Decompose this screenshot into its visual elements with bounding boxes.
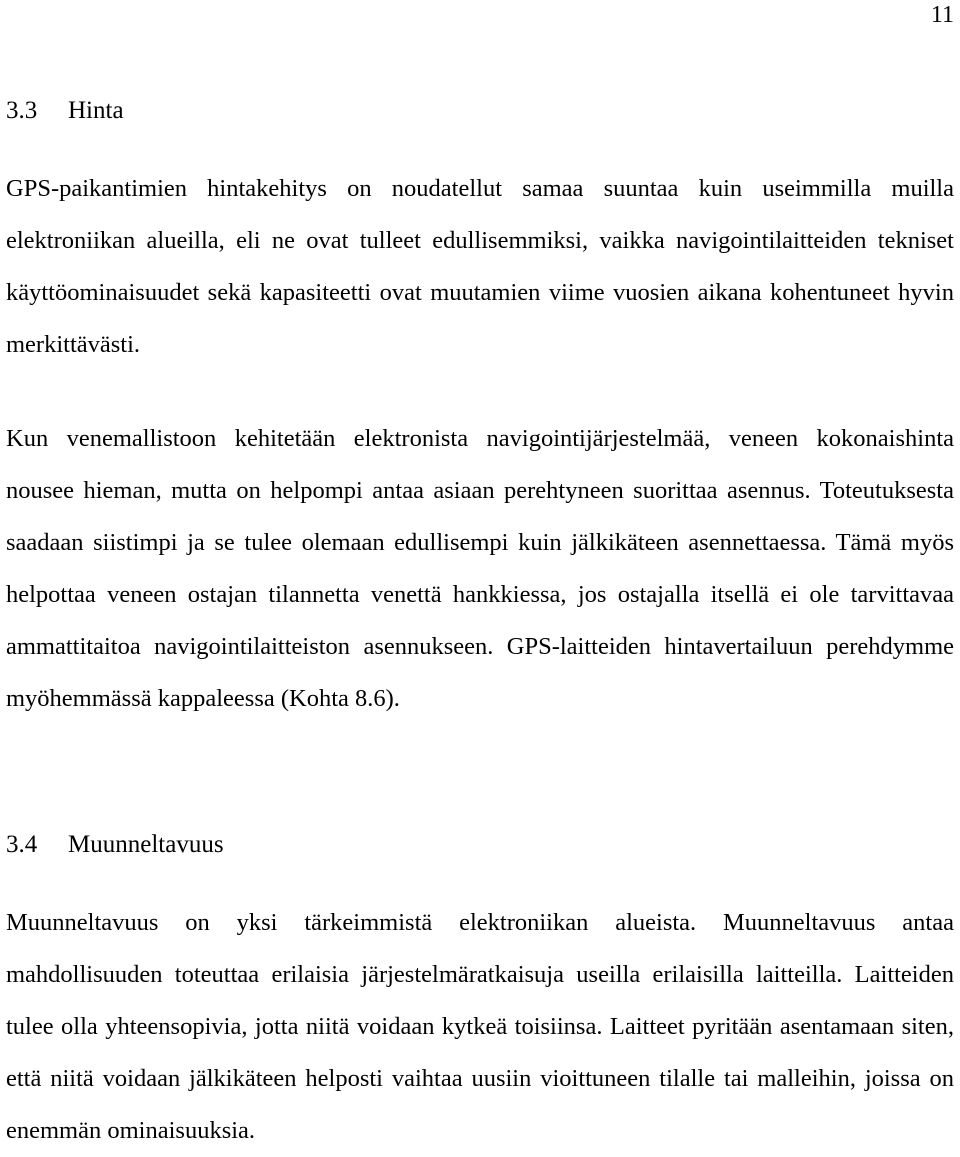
section-heading-3-4 xyxy=(6,830,224,860)
section-title: Muunneltavuus xyxy=(68,831,224,858)
section-number: 3.4 xyxy=(6,831,38,858)
section-heading-3-3 xyxy=(6,96,124,126)
page-number: 11 xyxy=(930,2,954,28)
paragraph-modifiability: Muunneltavuus on yksi tärkeimmistä elektroniikan alueista. Muunneltavuus antaa mahdollisuuden toteuttaa erilaisia järjestelmäratkaisuja useilla erilaisilla laitteilla. Laitteiden tulee olla yhteensopivia, jotta niitä voidaan kytkeä toisiinsa. Laitteet pyritään asentamaan siten, että niitä voidaan jälkikäteen helposti vaihtaa uusiin vioittuneen tilalle tai malleihin, joissa on enemmän ominaisuuksia. xyxy=(6,909,954,1144)
section-number: 3.3 xyxy=(6,97,38,124)
section-title: Hinta xyxy=(68,97,124,124)
paragraph-installation-cost: Kun venemallistoon kehitetään elektronista navigointijärjestelmää, veneen kokonaishinta nousee hieman, mutta on helpompi antaa asiaan perehtyneen suorittaa asennus. Toteutuksesta saadaan siistimpi ja se tulee olemaan edullisempi kuin jälkikäteen asennettaessa. Tämä myös helpottaa veneen ostajan tilannetta venettä hankkiessa, jos ostajalla itsellä ei ole tarvittavaa ammattitaitoa navigointilaitteiston asennukseen. GPS-laitteiden hintavertailuun perehdymme myöhemmässä kappaleessa (Kohta 8.6). xyxy=(6,425,954,712)
paragraph-price-development: GPS-paikantimien hintakehitys on noudatellut samaa suuntaa kuin useimmilla muilla elektroniikan alueilla, eli ne ovat tulleet edullisemmiksi, vaikka navigointilaitteiden tekniset käyttöominaisuudet sekä kapasiteetti ovat muutamien viime vuosien aikana kohentuneet hyvin merkittävästi. xyxy=(6,175,954,358)
